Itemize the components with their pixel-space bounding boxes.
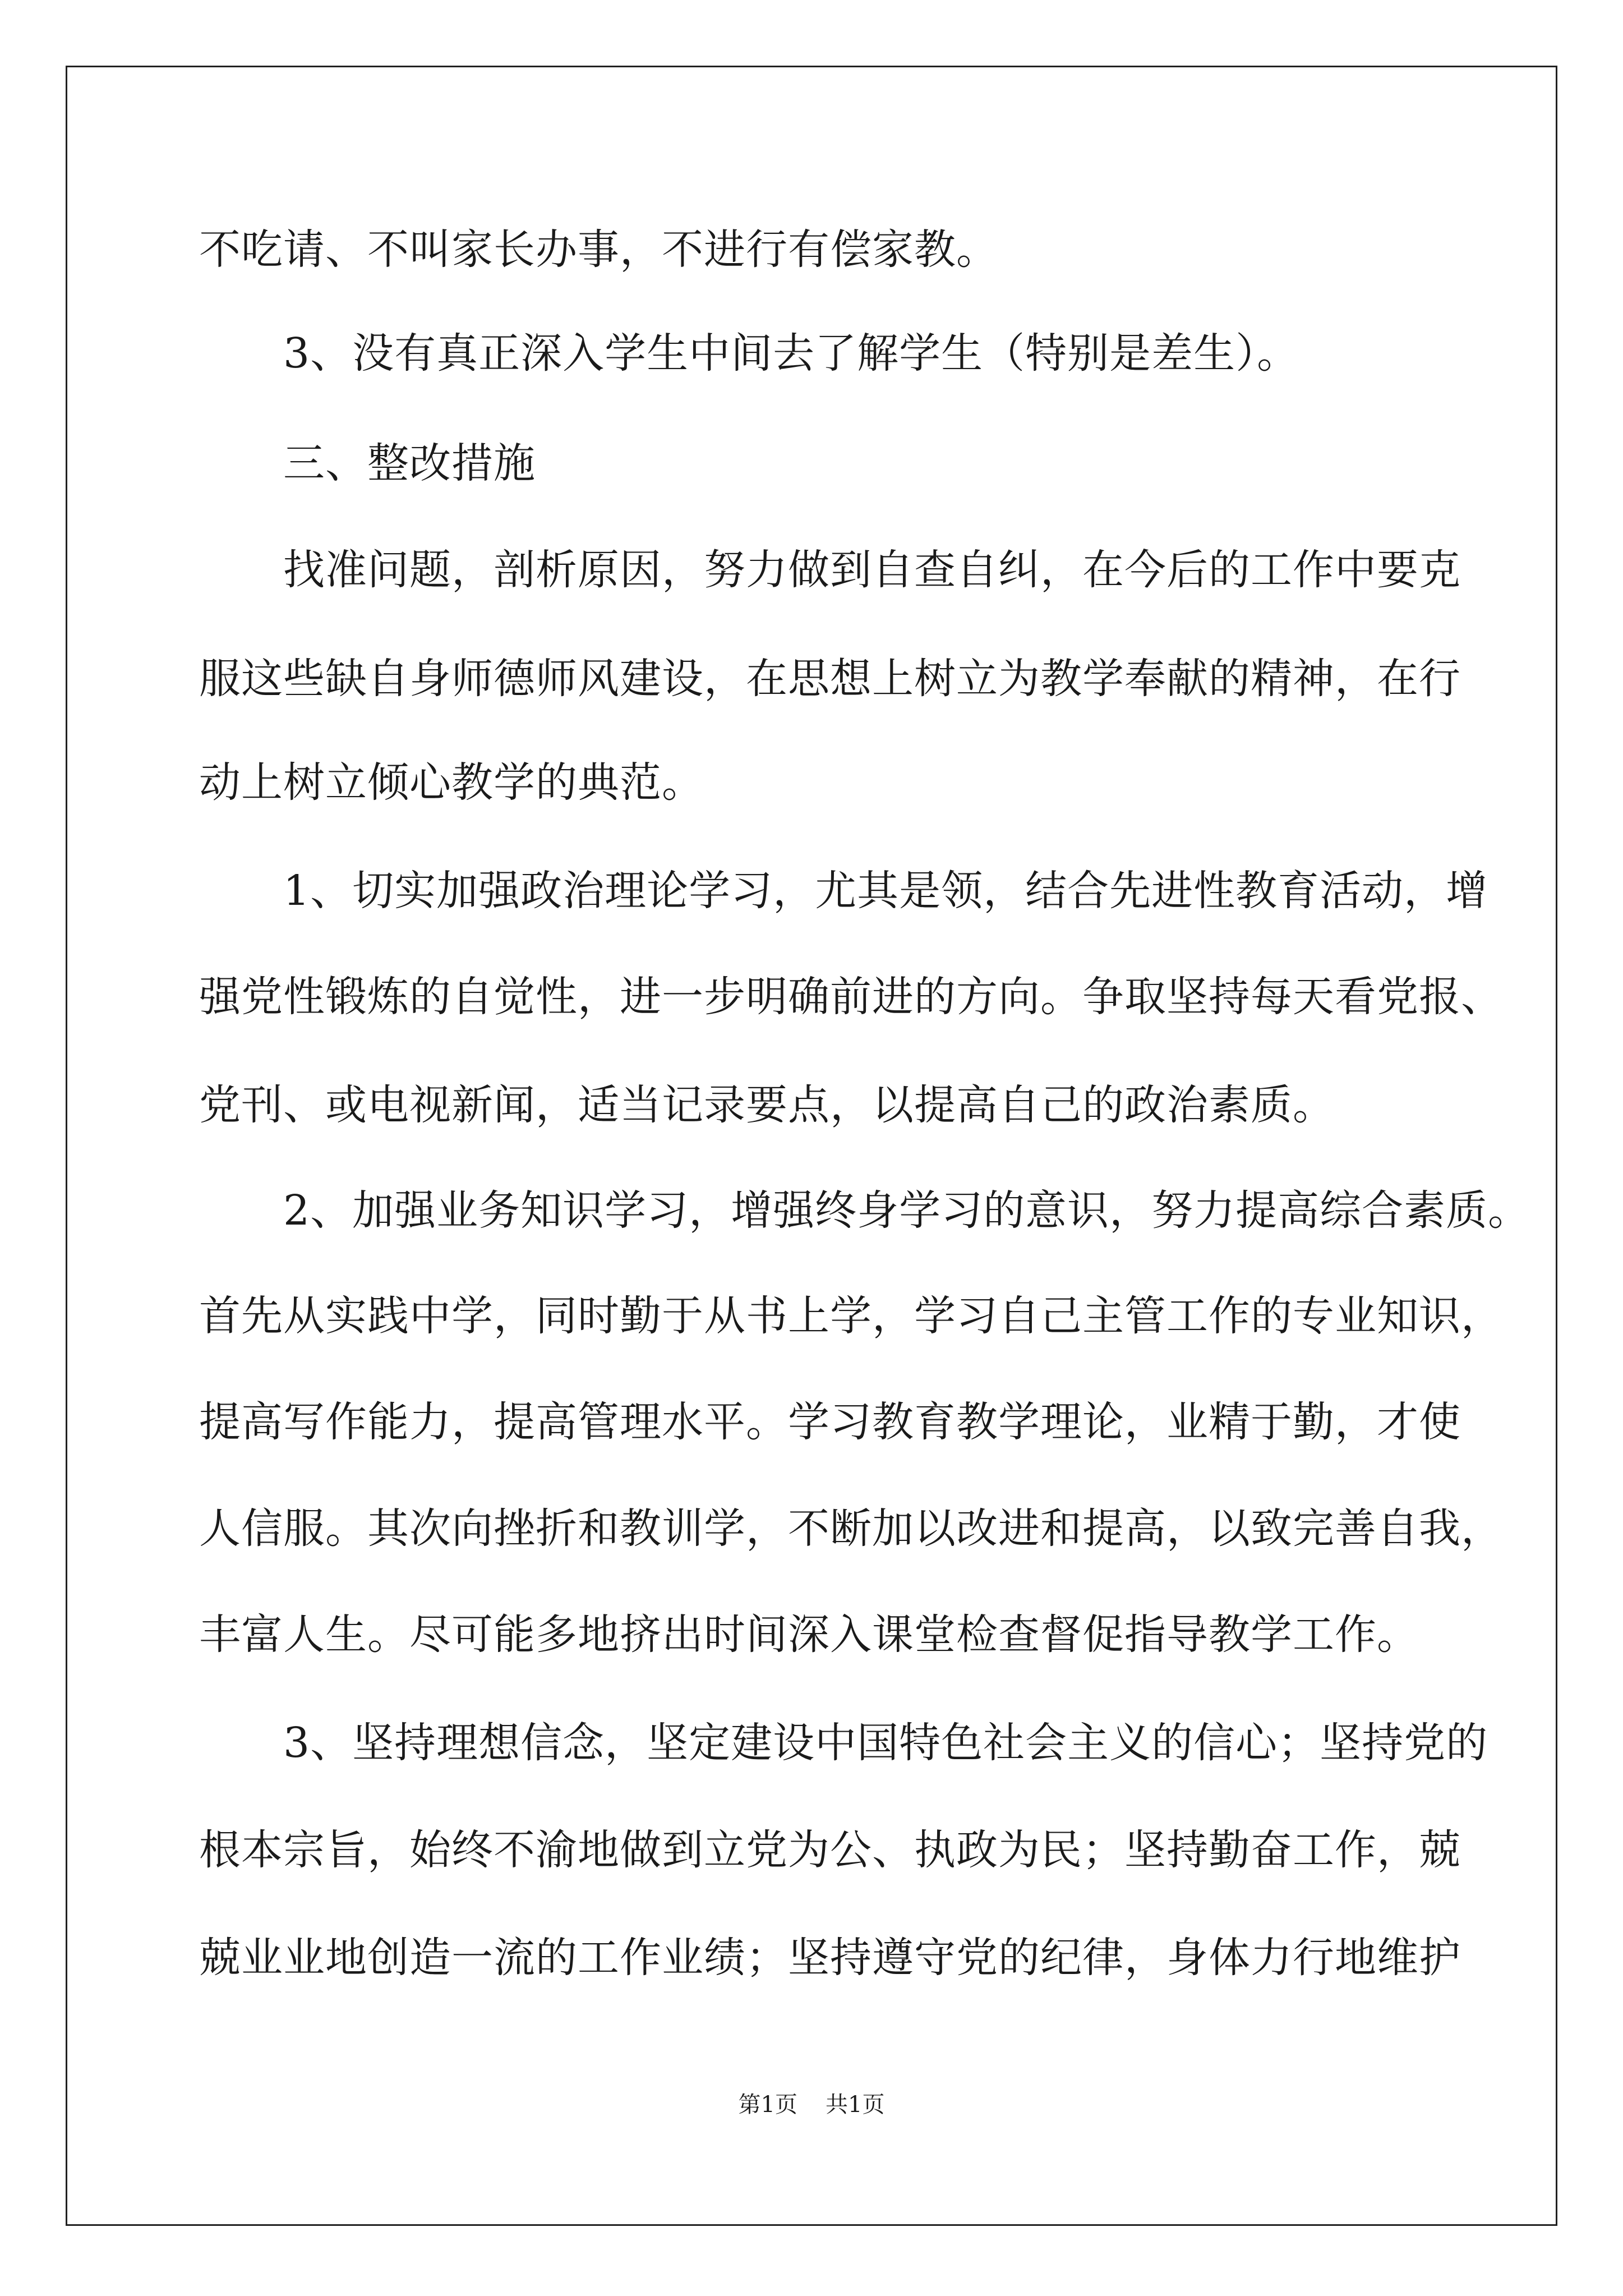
text-line: 找准问题，剖析原因，努力做到自查自纠，在今后的工作中要克 [199,546,1461,594]
text-line: 兢业业地创造一流的工作业绩；坚持遵守党的纪律，身体力行地维护 [199,1934,1461,1982]
text-line: 党刊、或电视新闻，适当记录要点，以提高自己的政治素质。 [199,1081,1335,1129]
section-heading: 三、整改措施 [199,439,536,487]
text-line: 根本宗旨，始终不渝地做到立党为公、执政为民；坚持勤奋工作，兢 [199,1826,1461,1874]
text-line: 动上树立倾心教学的典范。 [199,758,704,807]
text-line: 不吃请、不叫家长办事，不进行有偿家教。 [199,226,998,274]
text-line: 2、加强业务知识学习，增强终身学习的意识，努力提高综合素质。 [199,1186,1530,1235]
text-line: 3、坚持理想信念，坚定建设中国特色社会主义的信心；坚持党的 [199,1719,1488,1767]
page-border [66,66,1557,2226]
page-footer [0,2088,1623,2122]
page-total: 共1页 [826,2092,885,2118]
text-line: 强党性锻炼的自觉性，进一步明确前进的方向。争取坚持每天看党报、 [199,973,1503,1021]
page-number: 第1页 [738,2092,797,2118]
text-line: 3、没有真正深入学生中间去了解学生（特别是差生）。 [199,329,1299,378]
text-line: 提高写作能力，提高管理水平。学习教育教学理论，业精于勤，才使 [199,1398,1461,1446]
text-line: 1、切实加强政治理论学习，尤其是领，结合先进性教育活动，增 [199,867,1488,915]
text-line: 首先从实践中学，同时勤于从书上学，学习自己主管工作的专业知识， [199,1292,1503,1340]
text-line: 人信服。其次向挫折和教训学，不断加以改进和提高，以致完善自我， [199,1504,1503,1553]
text-line: 服这些缺自身师德师风建设，在思想上树立为教学奉献的精神，在行 [199,655,1461,703]
text-line: 丰富人生。尽可能多地挤出时间深入课堂检查督促指导教学工作。 [199,1611,1419,1659]
